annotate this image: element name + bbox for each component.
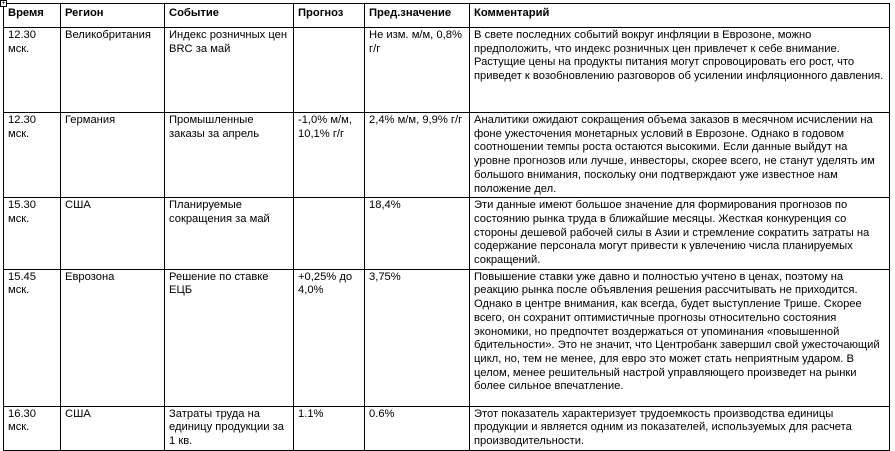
cell-time: 15.45 мск. [4,269,61,406]
cell-event: Затраты труда на единицу продукции за 1 кв. [165,406,294,450]
cell-event: Промышленные заказы за апрель [165,113,294,198]
cell-region: Германия [61,113,165,198]
cell-region: США [61,198,165,270]
cell-comment: Эти данные имеют большое значение для формирования прогнозов по состоянию рынка труда в ближайшие месяцы. Жесткая конкуренция со стороны дешевой рабочей силы в Азии и стремление сократить затраты на содержание персонала могут привести к увлечению числа планируемых сокращений. [470,198,890,270]
cell-region: Еврозона [61,269,165,406]
cell-time: 16.30 мск. [4,406,61,450]
cell-event: Планируемые сокращения за май [165,198,294,270]
cell-previous: 0.6% [365,406,470,450]
cell-previous: 2,4% м/м, 9,9% г/г [365,113,470,198]
cell-forecast [294,198,365,270]
cell-forecast: -1,0% м/м, 10,1% г/г [294,113,365,198]
header-previous: Пред.значение [365,4,470,28]
header-event: Событие [165,4,294,28]
header-region: Регион [61,4,165,28]
cell-previous: 3,75% [365,269,470,406]
header-comment: Комментарий [470,4,890,28]
header-forecast: Прогноз [294,4,365,28]
cell-forecast: 1.1% [294,406,365,450]
cell-region: Великобритания [61,28,165,113]
table-header-row [4,4,890,28]
table-row [4,113,890,198]
cell-event: Индекс розничных цен BRC за май [165,28,294,113]
header-time: Время [4,4,61,28]
table-row [4,406,890,450]
table-move-handle-icon[interactable]: + [1,0,6,7]
cell-comment: Этот показатель характеризует трудоемкость производства единицы продукции и является одним из показателей, используемых для расчета производительности. [470,406,890,450]
cell-forecast: +0,25% до 4,0% [294,269,365,406]
cell-previous: Не изм. м/м, 0,8% г/г [365,28,470,113]
cell-comment: Аналитики ожидают сокращения объема заказов в месячном исчислении на фоне ужесточения монетарных условий в Еврозоне. Однако в годовом соотношении темпы роста остаются высокими. Если данные выйдут на уровне прогнозов или лучше, инвесторы, скорее всего, не станут уделять им большого внимания, поскольку они подтверждают уже известное нам положение дел. [470,113,890,198]
cell-time: 15.30 мск. [4,198,61,270]
cell-region: США [61,406,165,450]
cell-time: 12.30 мск. [4,113,61,198]
economic-calendar-table [3,3,890,451]
table-row [4,269,890,406]
cell-comment: Повышение ставки уже давно и полностью учтено в ценах, поэтому на реакцию рынка после объявления решения рассчитывать не приходится. Однако в центре внимания, как всегда, будет выступление Трише. Скорее всего, он сохранит оптимистичные прогнозы относительно состояния экономики, но предпочтет воздержаться от упоминания «повышенной бдительности». Это не значит, что Центробанк завершил свой ужесточающий цикл, но, тем не менее, для евро это может стать неприятным ударом. В целом, менее решительный настрой управляющего произведет на рынки более сильное впечатление. [470,269,890,406]
cell-event: Решение по ставке ЕЦБ [165,269,294,406]
table-row [4,198,890,270]
table-row [4,28,890,113]
cell-previous: 18,4% [365,198,470,270]
cell-forecast [294,28,365,113]
cell-comment: В свете последних событий вокруг инфляции в Еврозоне, можно предположить, что индекс розничных цен привлечет к себе внимание. Растущие цены на продукты питания могут спровоцировать его рост, что приведет к возобновлению разговоров об усилении инфляционного давления. [470,28,890,113]
cell-time: 12.30 мск. [4,28,61,113]
